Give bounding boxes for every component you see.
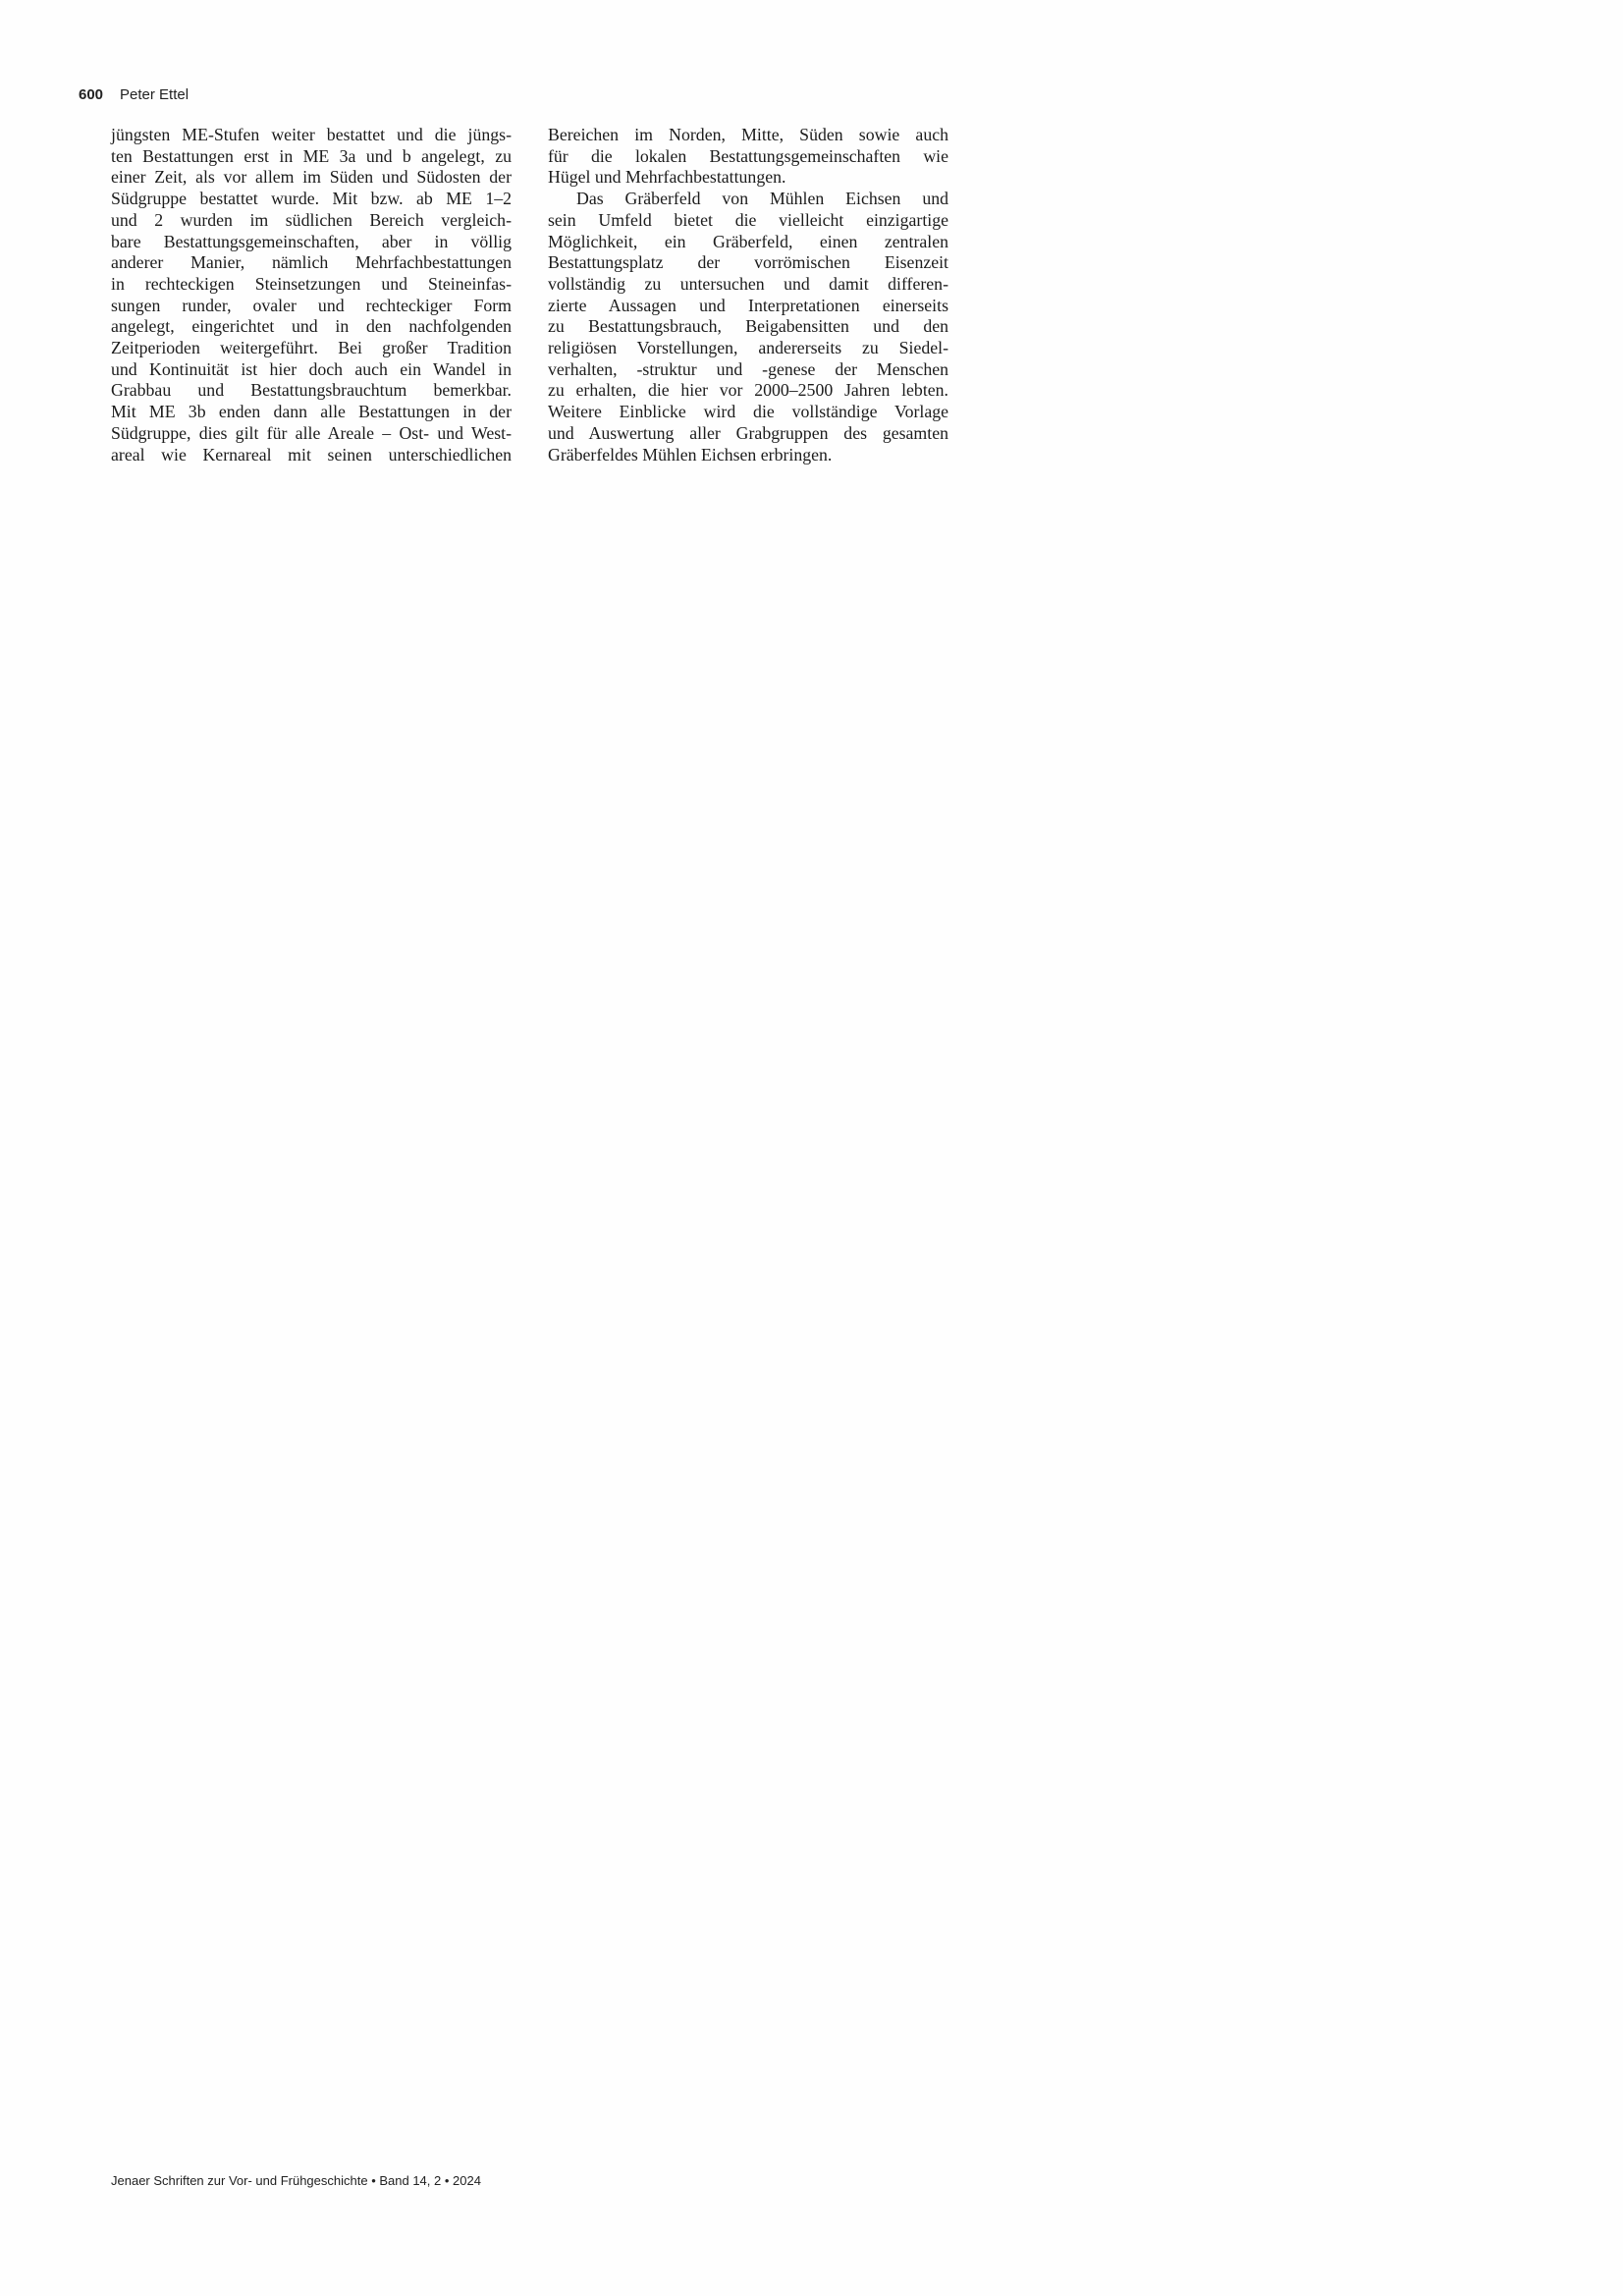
paragraph — [111, 125, 512, 465]
left-column — [111, 125, 512, 465]
text-line: und Kontinuität ist hier doch auch ein Wandel in — [111, 358, 512, 379]
text-line: zierte Aussagen und Interpretationen einerseits — [548, 295, 948, 315]
text-line: in rechteckigen Steinsetzungen und Steineinfas- — [111, 273, 512, 294]
text-line: bare Bestattungsgemeinschaften, aber in völlig — [111, 231, 512, 251]
text-line: ten Bestattungen erst in ME 3a und b angelegt, zu — [111, 145, 512, 166]
text-line: Grabbau und Bestattungsbrauchtum bemerkbar. — [111, 380, 512, 401]
journal-citation: Jenaer Schriften zur Vor- und Frühgeschichte • Band 14, 2 • 2024 — [111, 2173, 481, 2188]
text-line: Mit ME 3b enden dann alle Bestattungen in der — [111, 402, 512, 422]
paragraph — [548, 189, 948, 465]
text-line: vollständig zu untersuchen und damit differen- — [548, 273, 948, 294]
text-line: Gräberfeldes Mühlen Eichsen erbringen. — [548, 444, 833, 465]
text-line: und 2 wurden im südlichen Bereich vergleich- — [111, 209, 512, 230]
text-line: Weitere Einblicke wird die vollständige Vorlage — [548, 402, 948, 422]
text-line: und Auswertung aller Grabgruppen des gesamten — [548, 422, 948, 443]
text-line: Bereichen im Norden, Mitte, Süden sowie auch — [548, 125, 948, 144]
text-line: zu Bestattungsbrauch, Beigabensitten und den — [548, 316, 948, 337]
text-line: Hügel und Mehrfachbestattungen. — [548, 167, 786, 188]
text-line: einer Zeit, als vor allem im Süden und Südosten der — [111, 167, 512, 188]
text-line: zu erhalten, die hier vor 2000–2500 Jahren lebten. — [548, 380, 948, 401]
text-line: angelegt, eingerichtet und in den nachfolgenden — [111, 316, 512, 337]
text-line: für die lokalen Bestattungsgemeinschaften wie — [548, 145, 948, 166]
author-name: Peter Ettel — [120, 86, 189, 103]
text-line: Südgruppe, dies gilt für alle Areale – Ost- und West- — [111, 422, 512, 443]
text-line: sein Umfeld bietet die vielleicht einzigartige — [548, 209, 948, 230]
text-line: areal wie Kernareal mit seinen unterschiedlichen — [111, 444, 512, 465]
text-line: anderer Manier, nämlich Mehrfachbestattungen — [111, 252, 512, 273]
text-line: Das Gräberfeld von Mühlen Eichsen und — [576, 189, 948, 209]
page-header — [79, 86, 189, 103]
page-footer — [111, 2173, 481, 2188]
text-line: sungen runder, ovaler und rechteckiger Form — [111, 295, 512, 315]
text-line: Zeitperioden weitergeführt. Bei großer Tradition — [111, 338, 512, 358]
right-column — [548, 125, 948, 465]
text-columns — [111, 125, 947, 465]
paragraph — [548, 125, 948, 189]
text-line: religiösen Vorstellungen, andererseits zu Siedel- — [548, 338, 948, 358]
text-line: verhalten, -struktur und -genese der Menschen — [548, 358, 948, 379]
text-line: Südgruppe bestattet wurde. Mit bzw. ab ME 1–2 — [111, 189, 512, 209]
text-line: Möglichkeit, ein Gräberfeld, einen zentralen — [548, 231, 948, 251]
page-number: 600 — [79, 86, 104, 103]
text-line: Bestattungsplatz der vorrömischen Eisenzeit — [548, 252, 948, 273]
text-line: jüngsten ME-Stufen weiter bestattet und die jüngs- — [111, 125, 512, 144]
